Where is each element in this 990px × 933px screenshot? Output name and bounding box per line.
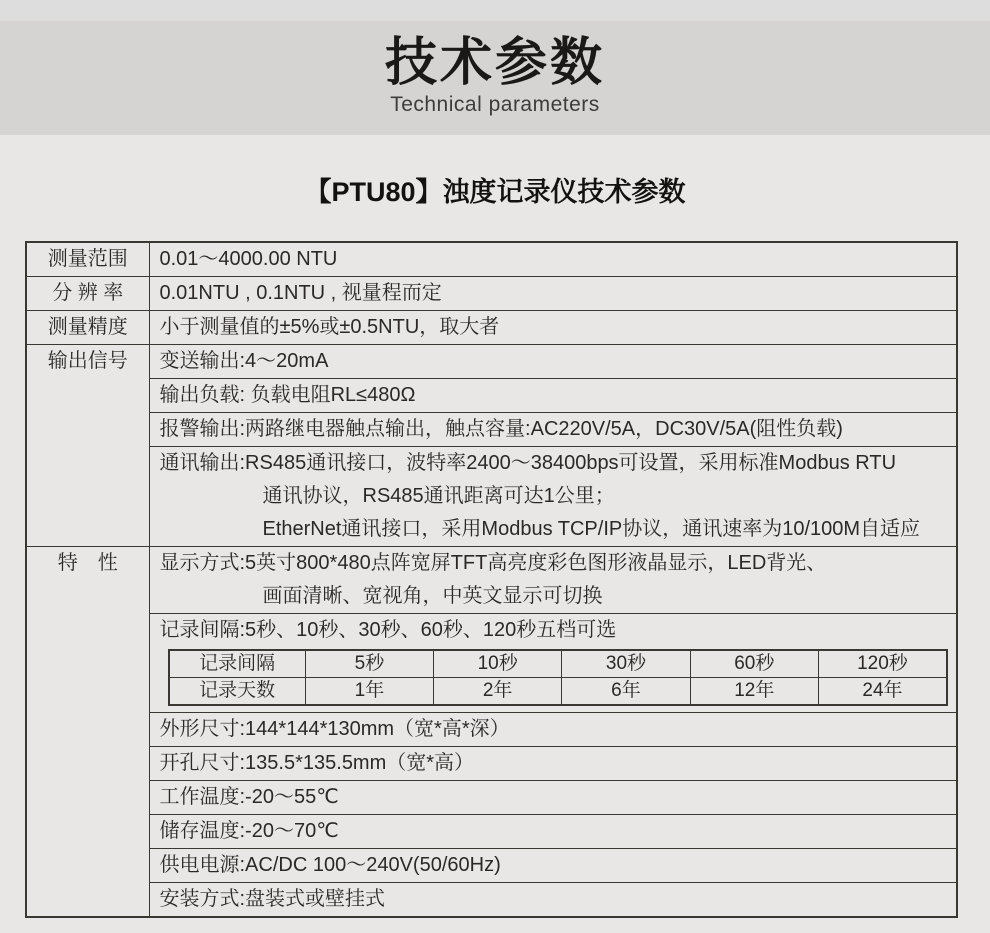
page-title: 技术参数	[384, 34, 605, 92]
record-cell: 2年	[433, 678, 561, 706]
spec-value: 安装方式:盘装式或壁挂式	[149, 883, 957, 918]
table-row	[26, 547, 957, 614]
record-cell: 1年	[305, 678, 433, 706]
table-row	[26, 614, 957, 713]
record-table-row	[169, 650, 948, 678]
table-row	[26, 815, 957, 849]
header-banner	[0, 21, 990, 135]
spec-value: 小于测量值的±5%或±0.5NTU，取大者	[149, 311, 957, 345]
top-strip	[0, 0, 990, 21]
spec-value: 储存温度:-20～70℃	[149, 815, 957, 849]
table-row	[26, 713, 957, 747]
spec-value: 外形尺寸:144*144*130mm（宽*高*深）	[149, 713, 957, 747]
record-header-cell: 记录间隔	[169, 650, 306, 678]
spec-table	[25, 241, 958, 918]
record-cell: 12年	[690, 678, 818, 706]
spec-value: 工作温度:-20～55℃	[149, 781, 957, 815]
record-table-row	[169, 678, 948, 706]
spec-value: 供电电源:AC/DC 100～240V(50/60Hz)	[149, 849, 957, 883]
spec-label-features: 特 性	[26, 547, 149, 918]
spec-label-resolution: 分 辨 率	[26, 277, 149, 311]
table-row	[26, 781, 957, 815]
spec-value: 报警输出:两路继电器触点输出，触点容量:AC220V/5A，DC30V/5A(阻性负载)	[149, 413, 957, 447]
spec-label-output-signal: 输出信号	[26, 345, 149, 547]
table-row	[26, 379, 957, 413]
table-row	[26, 747, 957, 781]
spec-value: 开孔尺寸:135.5*135.5mm（宽*高）	[149, 747, 957, 781]
record-cell: 24年	[818, 678, 947, 706]
spec-value-record-interval: 记录间隔:5秒、10秒、30秒、60秒、120秒五档可选 记录间隔 5秒 10秒 30秒 60秒 120秒 记录天数 1年 2年 6年 12年 24年	[149, 614, 957, 713]
table-row	[26, 242, 957, 277]
spec-value-display: 显示方式:5英寸800*480点阵宽屏TFT高亮度彩色图形液晶显示，LED背光、 画面清晰、宽视角，中英文显示可切换	[149, 547, 957, 614]
table-row	[26, 447, 957, 547]
record-interval-table	[168, 649, 949, 706]
record-header-cell: 记录天数	[169, 678, 306, 706]
record-cell: 60秒	[690, 650, 818, 678]
record-cell: 120秒	[818, 650, 947, 678]
spec-value: 输出负载: 负载电阻RL≤480Ω	[149, 379, 957, 413]
record-cell: 5秒	[305, 650, 433, 678]
table-row	[26, 413, 957, 447]
record-cell: 10秒	[433, 650, 561, 678]
spec-value: 变送输出:4～20mA	[149, 345, 957, 379]
spec-label-measure-range: 测量范围	[26, 242, 149, 277]
table-row	[26, 849, 957, 883]
record-cell: 30秒	[562, 650, 690, 678]
spec-value-communication: 通讯输出:RS485通讯接口，波特率2400～38400bps可设置，采用标准Modbus RTU 通讯协议，RS485通讯距离可达1公里； EtherNet通讯接口，采用Modbus TCP/IP协议，通讯速率为10/100M自适应	[149, 447, 957, 547]
spec-label-accuracy: 测量精度	[26, 311, 149, 345]
spec-value: 0.01～4000.00 NTU	[149, 242, 957, 277]
page-subtitle-en: Technical parameters	[390, 93, 600, 116]
table-row	[26, 883, 957, 918]
table-row	[26, 311, 957, 345]
table-row	[26, 277, 957, 311]
table-row	[26, 345, 957, 379]
record-cell: 6年	[562, 678, 690, 706]
spec-value: 0.01NTU , 0.1NTU , 视量程而定	[149, 277, 957, 311]
product-spec-title: 【PTU80】浊度记录仪技术参数	[304, 177, 686, 207]
